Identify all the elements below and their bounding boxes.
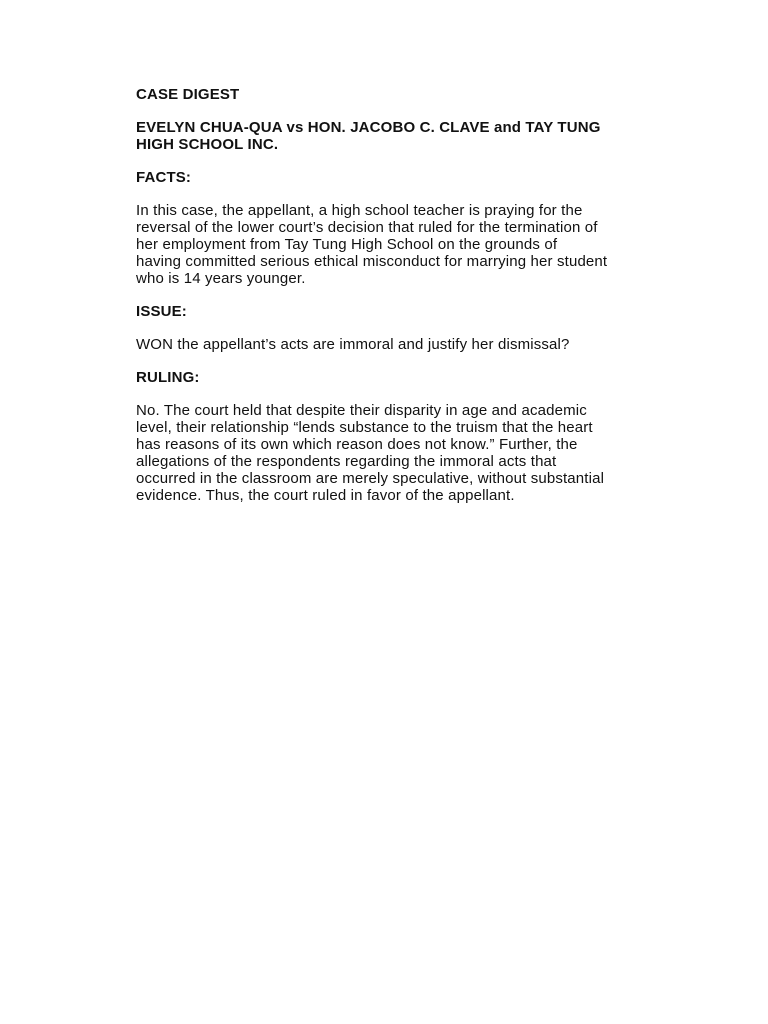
ruling-line: No. The court held that despite their disparity in age and academic (136, 402, 587, 419)
facts-heading: FACTS: (136, 169, 192, 186)
facts-line: her employment from Tay Tung High School on the grounds of (136, 236, 558, 253)
ruling-line: evidence. Thus, the court ruled in favor of the appellant. (136, 487, 515, 504)
ruling-paragraph (136, 402, 676, 504)
document-page (136, 86, 676, 504)
case-title-line: HIGH SCHOOL INC. (136, 136, 279, 153)
issue-paragraph (136, 336, 676, 353)
ruling-line: occurred in the classroom are merely speculative, without substantial (136, 470, 605, 487)
spacer (136, 103, 676, 119)
spacer (136, 287, 676, 303)
ruling-heading: RULING: (136, 369, 200, 386)
ruling-line: has reasons of its own which reason does not know.” Further, the (136, 436, 578, 453)
case-title-line: EVELYN CHUA-QUA vs HON. JACOBO C. CLAVE and TAY TUNG (136, 119, 601, 136)
spacer (136, 320, 676, 336)
doc-label: CASE DIGEST (136, 86, 240, 103)
spacer (136, 186, 676, 202)
facts-line: having committed serious ethical misconduct for marrying her student (136, 253, 608, 270)
ruling-line: allegations of the respondents regarding the immoral acts that (136, 453, 557, 470)
spacer (136, 153, 676, 169)
spacer (136, 353, 676, 369)
issue-heading: ISSUE: (136, 303, 187, 320)
facts-line: In this case, the appellant, a high school teacher is praying for the (136, 202, 583, 219)
case-title (136, 119, 676, 153)
facts-line: who is 14 years younger. (136, 270, 306, 287)
issue-line: WON the appellant’s acts are immoral and justify her dismissal? (136, 336, 570, 353)
facts-paragraph (136, 202, 676, 287)
spacer (136, 386, 676, 402)
ruling-line: level, their relationship “lends substance to the truism that the heart (136, 419, 593, 436)
facts-line: reversal of the lower court’s decision that ruled for the termination of (136, 219, 598, 236)
